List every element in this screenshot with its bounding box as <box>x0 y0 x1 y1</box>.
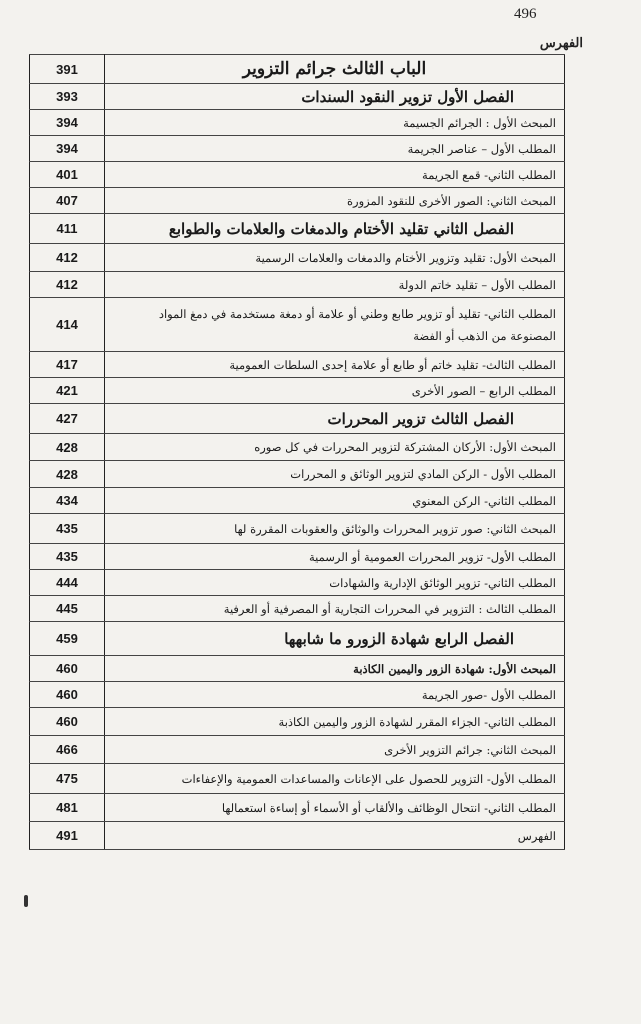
toc-entry-title: المطلب الثاني- تقليد أو تزوير طابع وطني أو علامة أو دمغة مستخدمة في دمغ المواد المصنوعة من الذهب أو الفضة <box>105 298 565 352</box>
toc-row <box>30 352 565 378</box>
toc-row <box>30 461 565 488</box>
toc-row <box>30 682 565 708</box>
toc-row <box>30 162 565 188</box>
toc-entry-page: 435 <box>30 544 105 570</box>
toc-entry-page: 417 <box>30 352 105 378</box>
page-number: 496 <box>514 6 537 22</box>
toc-entry-page: 491 <box>30 822 105 850</box>
toc-entry-page: 428 <box>30 434 105 461</box>
toc-entry-page: 401 <box>30 162 105 188</box>
margin-mark <box>24 895 28 907</box>
toc-row <box>30 544 565 570</box>
toc-row <box>30 488 565 514</box>
toc-entry-title: المبحث الأول: تقليد وتزوير الأختام والدمغات والعلامات الرسمية <box>105 244 565 272</box>
table-of-contents <box>29 54 565 850</box>
toc-row <box>30 110 565 136</box>
toc-entry-title: المطلب الثاني- تزوير الوثائق الإدارية والشهادات <box>105 570 565 596</box>
running-head: الفهرس <box>539 36 583 51</box>
toc-entry-title: المطلب الثالث- تقليد خاتم أو طابع أو علامة إحدى السلطات العمومية <box>105 352 565 378</box>
toc-entry-page: 412 <box>30 244 105 272</box>
toc-row <box>30 244 565 272</box>
toc-row <box>30 656 565 682</box>
toc-entry-page: 481 <box>30 794 105 822</box>
toc-entry-title: المطلب الأول -صور الجريمة <box>105 682 565 708</box>
toc-entry-title: الفصل الرابع شهادة الزورو ما شابهها <box>105 622 565 656</box>
toc-entry-page: 444 <box>30 570 105 596</box>
toc-entry-title: الفصل الثاني تقليد الأختام والدمغات والعلامات والطوابع <box>105 214 565 244</box>
toc-entry-title: الفصل الأول تزوير النقود السندات <box>105 84 565 110</box>
toc-entry-title: المطلب الرابع – الصور الأخرى <box>105 378 565 404</box>
toc-entry-page: 394 <box>30 136 105 162</box>
toc-entry-title: المبحث الثاني: جرائم التزوير الأخرى <box>105 736 565 764</box>
toc-entry-title: الفصل الثالث تزوير المحررات <box>105 404 565 434</box>
toc-entry-title: المبحث الثاني: صور تزوير المحررات والوثائق والعقوبات المقررة لها <box>105 514 565 544</box>
toc-entry-page: 460 <box>30 682 105 708</box>
toc-entry-page: 428 <box>30 461 105 488</box>
toc-row <box>30 708 565 736</box>
toc-entry-title: المطلب الثاني- انتحال الوظائف والألقاب أو الأسماء أو إساءة استعمالها <box>105 794 565 822</box>
toc-row <box>30 378 565 404</box>
toc-row <box>30 214 565 244</box>
toc-entry-page: 393 <box>30 84 105 110</box>
toc-entry-page: 412 <box>30 272 105 298</box>
toc-row <box>30 404 565 434</box>
toc-row <box>30 596 565 622</box>
toc-entry-title: المطلب الثاني- الركن المعنوي <box>105 488 565 514</box>
toc-row <box>30 570 565 596</box>
toc-entry-title: المبحث الأول : الجرائم الجسيمة <box>105 110 565 136</box>
toc-entry-page: 434 <box>30 488 105 514</box>
toc-row <box>30 434 565 461</box>
toc-entry-title: المطلب الأول- تزوير المحررات العمومية أو الرسمية <box>105 544 565 570</box>
toc-entry-title: المطلب الأول – تقليد خاتم الدولة <box>105 272 565 298</box>
toc-entry-page: 475 <box>30 764 105 794</box>
toc-row <box>30 55 565 84</box>
toc-entry-page: 427 <box>30 404 105 434</box>
toc-entry-title: المطلب الثاني- الجزاء المقرر لشهادة الزور واليمين الكاذبة <box>105 708 565 736</box>
toc-row <box>30 822 565 850</box>
toc-entry-title: المبحث الأول: الأركان المشتركة لتزوير المحررات في كل صوره <box>105 434 565 461</box>
toc-entry-page: 459 <box>30 622 105 656</box>
toc-row <box>30 514 565 544</box>
toc-entry-title: المطلب الأول – عناصر الجريمة <box>105 136 565 162</box>
toc-row <box>30 188 565 214</box>
toc-row <box>30 298 565 352</box>
toc-entry-title: المطلب الثاني- قمع الجريمة <box>105 162 565 188</box>
toc-entry-page: 466 <box>30 736 105 764</box>
toc-row <box>30 622 565 656</box>
toc-entry-page: 411 <box>30 214 105 244</box>
toc-entry-title: المبحث الأول: شهادة الزور واليمين الكاذبة <box>105 656 565 682</box>
toc-row <box>30 736 565 764</box>
toc-row <box>30 136 565 162</box>
toc-entry-page: 394 <box>30 110 105 136</box>
toc-entry-page: 445 <box>30 596 105 622</box>
toc-entry-title: الباب الثالث جرائم التزوير <box>105 55 565 84</box>
toc-entry-page: 391 <box>30 55 105 84</box>
toc-row <box>30 794 565 822</box>
toc-row <box>30 272 565 298</box>
toc-entry-title: المطلب الثالث : التزوير في المحررات التجارية أو المصرفية أو العرفية <box>105 596 565 622</box>
toc-entry-page: 421 <box>30 378 105 404</box>
toc-entry-title: المبحث الثاني: الصور الأخرى للنقود المزورة <box>105 188 565 214</box>
toc-entry-page: 407 <box>30 188 105 214</box>
toc-entry-title: المطلب الأول - الركن المادي لتزوير الوثائق و المحررات <box>105 461 565 488</box>
toc-entry-page: 414 <box>30 298 105 352</box>
toc-entry-title: المطلب الأول- التزوير للحصول على الإعانات والمساعدات العمومية والإعفاءات <box>105 764 565 794</box>
toc-entry-page: 460 <box>30 708 105 736</box>
toc-row <box>30 764 565 794</box>
toc-entry-page: 435 <box>30 514 105 544</box>
toc-entry-page: 460 <box>30 656 105 682</box>
toc-entry-title: الفهرس <box>105 822 565 850</box>
toc-row <box>30 84 565 110</box>
